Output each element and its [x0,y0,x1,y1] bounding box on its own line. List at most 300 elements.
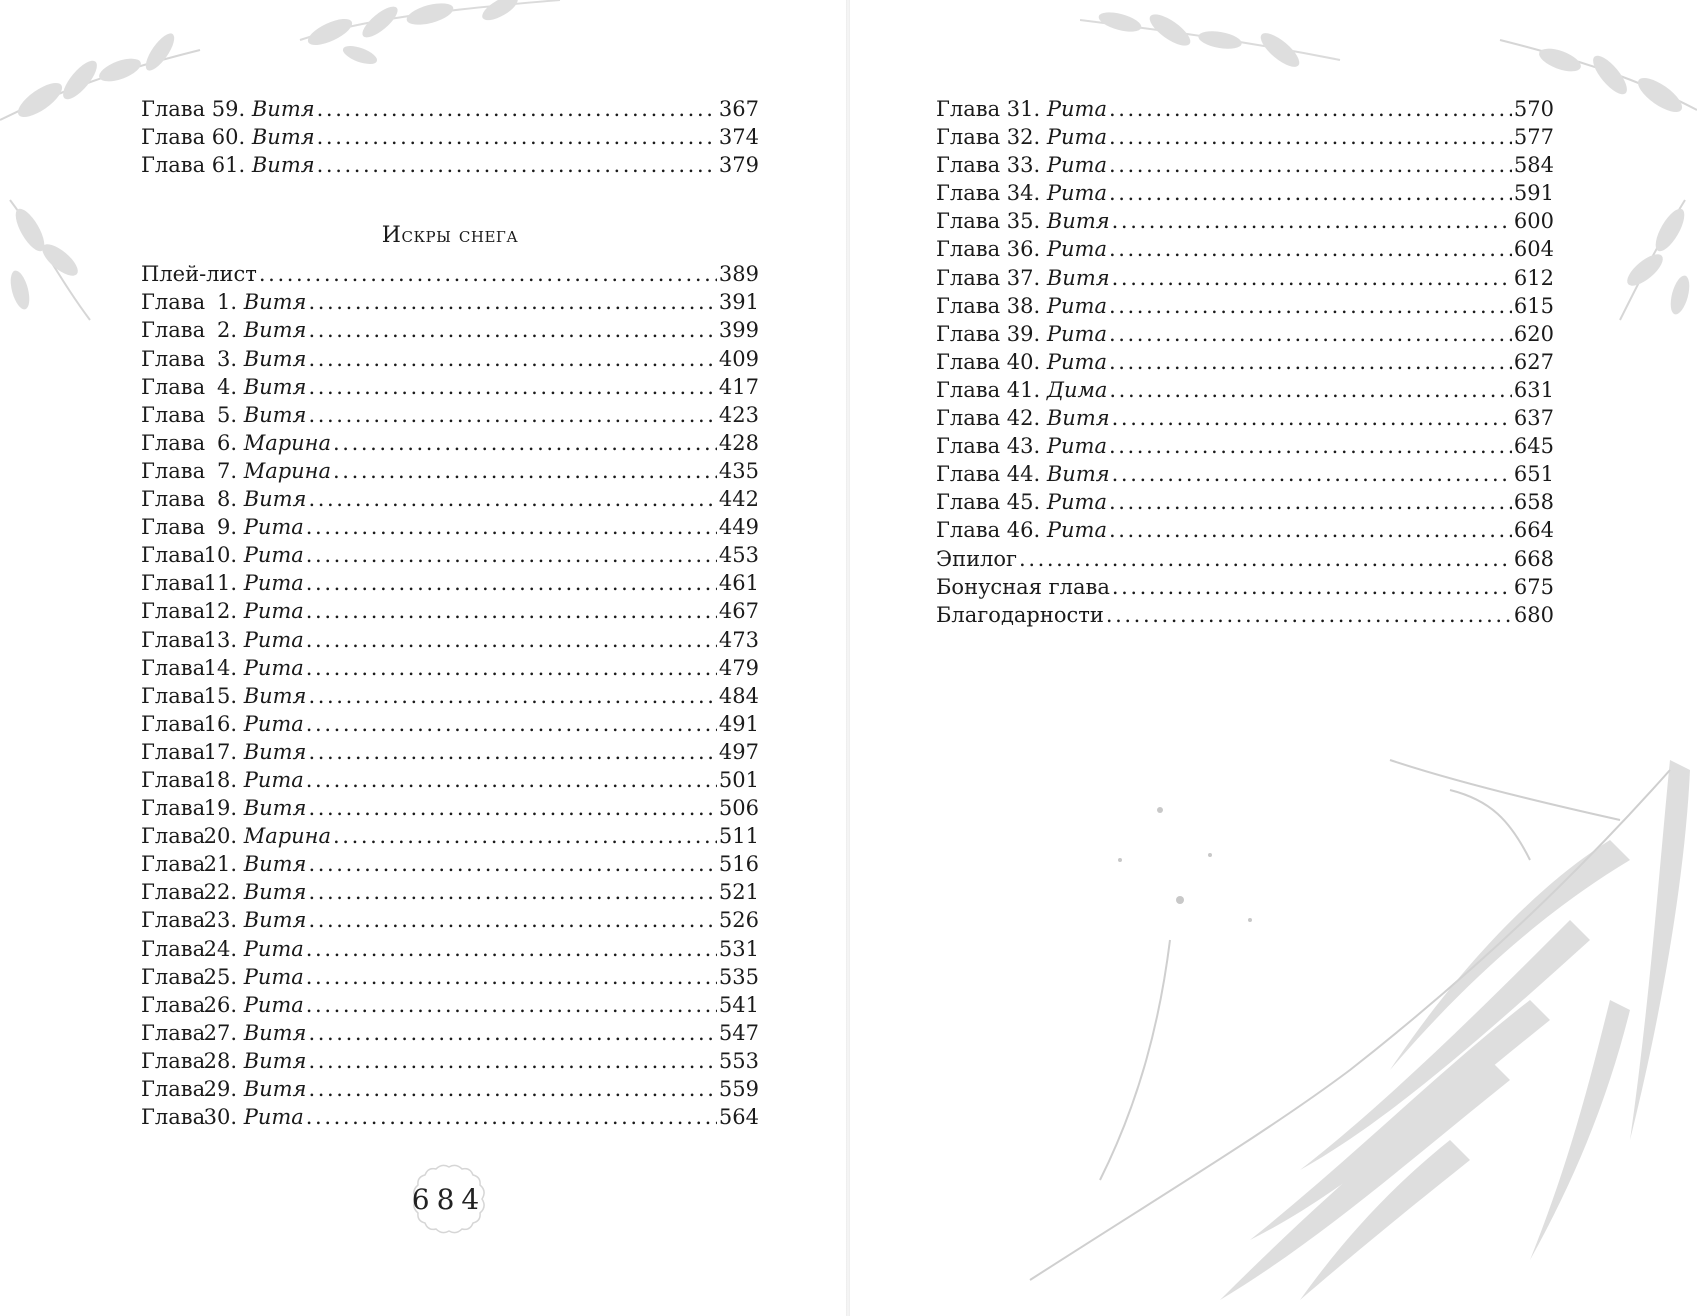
narrator-name: Витя [243,880,307,905]
dot-leader [1112,460,1512,488]
narrator-name: Витя [243,1048,307,1073]
narrator-name: Витя [1046,462,1110,487]
narrator-name: Рита [243,767,304,792]
chapter-number: 14. [203,655,237,680]
page-number: 591 [1513,181,1554,206]
toc-row[interactable] [936,235,1554,263]
chapter-label [141,541,237,569]
dot-leader [306,597,717,625]
page-number: 479 [718,655,759,680]
chapter-label: Глава 38. [936,293,1041,318]
chapter-label: Глава 45. [936,490,1041,515]
chapter-label [141,850,237,878]
chapter-word: Глава [141,824,206,849]
chapter-number: 1. [216,290,237,315]
narrator-name: Витя [243,346,307,371]
toc-row[interactable] [936,601,1554,629]
toc-row[interactable] [936,460,1554,488]
chapter-word: Глава [141,1020,206,1045]
toc-row[interactable] [936,573,1554,601]
chapter-label [141,1019,237,1047]
toc-row[interactable] [141,429,759,457]
dot-leader [306,710,717,738]
toc-row[interactable] [141,316,759,344]
toc-row[interactable] [141,654,759,682]
toc-row[interactable] [141,626,759,654]
page-number: 559 [718,1077,759,1101]
chapter-label [141,626,237,654]
narrator-name: Рита [243,992,304,1017]
chapter-number: 15. [203,683,237,708]
page-number: 600 [1513,209,1554,234]
page-number: 506 [718,796,759,821]
chapter-list [141,288,759,1131]
chapter-word: Глава [141,458,206,483]
extras-list [936,545,1554,629]
chapter-number: 22. [203,880,237,905]
chapter-label [141,738,237,766]
chapter-label: Глава 37. [936,265,1041,290]
chapter-word: Глава [141,655,206,680]
narrator-name: Рита [1046,97,1107,121]
chapter-number: 8. [216,487,237,512]
page-number: 577 [1513,125,1554,150]
narrator-name: Рита [1046,321,1107,346]
narrator-name: Витя [243,1077,307,1101]
toc-row[interactable] [141,95,759,123]
narrator-name: Рита [1046,434,1107,459]
toc-row[interactable] [936,376,1554,404]
narrator-name: Витя [243,852,307,877]
page-number: 399 [718,318,759,343]
toc-row[interactable] [141,569,759,597]
extra-label: Эпилог [936,546,1018,571]
dot-leader [1109,123,1512,151]
dot-leader [308,878,716,906]
narrator-name: Марина [243,430,332,455]
chapter-label: Глава 31. [936,97,1041,121]
chapter-number: 4. [216,374,237,399]
dot-leader [308,682,716,710]
toc-row[interactable] [936,151,1554,179]
chapter-label [141,935,237,963]
narrator-name: Рита [243,655,304,680]
page-number: 423 [718,402,759,427]
page-number: 564 [718,1105,759,1130]
page-number: 664 [1513,518,1554,543]
dot-leader [308,401,716,429]
page-number: 367 [718,97,759,121]
chapter-label [141,766,237,794]
toc-row[interactable] [141,123,759,151]
narrator-name: Рита [243,627,304,652]
narrator-name: Рита [243,515,304,540]
narrator-name: Витя [251,97,315,121]
chapter-label: Глава 41. [936,377,1041,402]
chapter-label: Глава 34. [936,181,1041,206]
toc-row[interactable] [936,264,1554,292]
toc-row[interactable] [141,151,759,179]
page-folio [408,1163,490,1235]
toc-row[interactable] [141,766,759,794]
toc-row[interactable] [141,373,759,401]
dot-leader [308,316,716,344]
narrator-name: Рита [1046,237,1107,262]
dot-leader [259,260,717,288]
page-number: 467 [718,599,759,624]
chapter-word: Глава [141,290,206,315]
page-number: 612 [1513,265,1554,290]
toc-row-playlist[interactable] [141,260,759,288]
chapter-number: 5. [216,402,237,427]
dot-leader [1112,264,1512,292]
dot-leader [306,991,717,1019]
toc-row[interactable] [936,179,1554,207]
narrator-name: Дима [1046,377,1108,402]
page-number: 547 [718,1020,759,1045]
toc-row[interactable] [141,794,759,822]
page-number: 417 [718,374,759,399]
toc-row[interactable] [141,682,759,710]
chapter-word: Глава [141,487,206,512]
chapter-word: Глава [141,599,206,624]
dot-leader [306,1103,717,1131]
chapter-number: 16. [203,711,237,736]
chapter-number: 19. [203,796,237,821]
chapter-label: Глава 61. [141,153,246,178]
page-number: 511 [718,824,759,849]
chapter-number: 25. [203,964,237,989]
page-number: 461 [718,571,759,596]
toc-row[interactable] [141,935,759,963]
toc-row[interactable] [936,320,1554,348]
chapter-label [141,1047,237,1075]
narrator-name: Витя [243,683,307,708]
dot-leader [1019,545,1512,573]
page-number: 428 [718,430,759,455]
chapter-word: Глава [141,936,206,961]
page-number: 435 [718,458,759,483]
dot-leader [1109,376,1512,404]
chapter-label: Глава 36. [936,237,1041,262]
page-number: 541 [718,992,759,1017]
narrator-name: Марина [243,458,332,483]
narrator-name: Витя [1046,265,1110,290]
dot-leader [333,429,717,457]
chapter-label: Глава 35. [936,209,1041,234]
chapter-label [141,710,237,738]
dot-leader [306,963,717,991]
toc-row[interactable] [141,401,759,429]
toc-row[interactable] [141,457,759,485]
dot-leader [333,457,717,485]
toc-row[interactable] [141,513,759,541]
chapter-label [141,963,237,991]
chapter-number: 24. [203,936,237,961]
page-number: 680 [1513,602,1554,627]
dot-leader [1112,404,1512,432]
chapter-word: Глава [141,683,206,708]
page-number: 658 [1513,490,1554,515]
chapter-label [141,513,237,541]
chapter-label: Глава 46. [936,518,1041,543]
toc-row[interactable] [141,597,759,625]
chapter-number: 13. [203,627,237,652]
chapter-word: Глава [141,571,206,596]
page-number: 391 [718,290,759,315]
toc-row[interactable] [141,710,759,738]
narrator-name: Витя [251,125,315,150]
narrator-name: Витя [243,290,307,315]
chapter-number: 26. [203,992,237,1017]
dot-leader [1109,516,1512,544]
page-number: 675 [1513,574,1554,599]
page-number: 604 [1513,237,1554,262]
chapter-word: Глава [141,767,206,792]
dot-leader [308,738,716,766]
chapter-word: Глава [141,627,206,652]
chapter-label [141,991,237,1019]
chapter-label [141,654,237,682]
chapter-word: Глава [141,711,206,736]
chapter-label: Глава 32. [936,125,1041,150]
narrator-name: Рита [243,711,304,736]
toc-row[interactable] [141,1103,759,1131]
chapter-label [141,906,237,934]
chapter-number: 21. [203,852,237,877]
dot-leader [1109,151,1512,179]
page-number: 484 [718,683,759,708]
narrator-name: Рита [1046,153,1107,178]
chapter-label [141,485,237,513]
narrator-name: Рита [1046,181,1107,206]
chapter-label [141,1075,237,1103]
page-number: 627 [1513,349,1554,374]
chapter-label [141,457,237,485]
extra-label: Бонусная глава [936,574,1110,599]
toc-row[interactable] [936,348,1554,376]
chapter-word: Глава [141,796,206,821]
narrator-name: Витя [243,1020,307,1045]
toc-row[interactable] [936,516,1554,544]
narrator-name: Витя [243,908,307,933]
chapter-number: 9. [216,515,237,540]
narrator-name: Витя [243,796,307,821]
chapter-label [141,288,237,316]
page-number: 516 [718,852,759,877]
dot-leader [317,151,717,179]
chapter-number: 28. [203,1048,237,1073]
toc-row[interactable] [141,1019,759,1047]
dot-leader [308,794,716,822]
chapter-label: Глава 42. [936,406,1041,431]
page-number: 531 [718,936,759,961]
page-number: 449 [718,515,759,540]
narrator-name: Рита [1046,518,1107,543]
chapter-label: Глава 44. [936,462,1041,487]
chapter-label: Глава 59. [141,97,246,121]
chapter-label [141,345,237,373]
chapter-label [141,822,237,850]
page-number: 453 [718,543,759,568]
toc-row[interactable] [936,123,1554,151]
toc-row[interactable] [936,404,1554,432]
dot-leader [308,373,716,401]
chapter-number: 27. [203,1020,237,1045]
page-number: 497 [718,739,759,764]
dot-leader [1109,95,1512,123]
page-number: 379 [718,153,759,178]
page-number: 491 [718,711,759,736]
chapter-number: 12. [203,599,237,624]
toc-row[interactable] [141,288,759,316]
dot-leader [308,1047,716,1075]
table-of-contents-left [141,95,759,1131]
dot-leader [308,850,716,878]
chapter-label [141,682,237,710]
chapter-word: Глава [141,430,206,455]
dot-leader [308,485,716,513]
toc-row[interactable] [936,545,1554,573]
table-of-contents-right [936,95,1554,629]
narrator-name: Витя [1046,209,1110,234]
chapter-word: Глава [141,402,206,427]
extra-label: Благодарности [936,602,1104,627]
toc-row[interactable] [141,906,759,934]
toc-row[interactable] [141,878,759,906]
chapter-word: Глава [141,543,206,568]
narrator-name: Витя [1046,406,1110,431]
toc-row[interactable] [141,1047,759,1075]
page-number: 409 [718,346,759,371]
chapter-label [141,401,237,429]
narrator-name: Рита [1046,349,1107,374]
dot-leader [1109,179,1512,207]
dot-leader [306,654,717,682]
chapter-number: 11. [203,571,237,596]
chapter-word: Глава [141,852,206,877]
playlist-label: Плей-лист [141,262,257,287]
page-number: 442 [718,487,759,512]
dot-leader [1109,320,1512,348]
toc-row[interactable] [141,345,759,373]
dot-leader [308,906,716,934]
chapter-number: 18. [203,767,237,792]
chapter-label [141,878,237,906]
toc-row[interactable] [141,1075,759,1103]
chapter-word: Глава [141,515,206,540]
chapter-label [141,316,237,344]
narrator-name: Рита [243,543,304,568]
page-number: 637 [1513,406,1554,431]
chapter-word: Глава [141,908,206,933]
chapter-word: Глава [141,992,206,1017]
narrator-name: Рита [243,599,304,624]
chapter-number: 10. [203,543,237,568]
narrator-name: Марина [243,824,332,849]
narrator-name: Витя [243,487,307,512]
toc-row[interactable] [141,850,759,878]
narrator-name: Рита [1046,125,1107,150]
fern-ornament-bottom-right-icon [970,740,1697,1316]
chapter-word: Глава [141,1077,206,1101]
dot-leader [308,345,716,373]
chapter-label [141,597,237,625]
narrator-name: Рита [243,571,304,596]
toc-row[interactable] [936,95,1554,123]
page-number: 374 [718,125,759,150]
toc-row[interactable] [936,488,1554,516]
dot-leader [1109,348,1512,376]
chapter-label: Глава 40. [936,349,1041,374]
dot-leader [306,626,717,654]
chapter-number: 20. [203,824,237,849]
dot-leader [333,822,717,850]
narrator-name: Витя [243,374,307,399]
chapter-word: Глава [141,1048,206,1073]
page-number: 501 [718,767,759,792]
chapter-word: Глава [141,1105,206,1130]
narrator-name: Рита [243,1105,304,1130]
chapter-label [141,1103,237,1131]
toc-row[interactable] [936,207,1554,235]
dot-leader [308,288,716,316]
chapter-number: 29. [203,1077,237,1101]
chapter-label: Глава 60. [141,125,246,150]
chapter-word: Глава [141,374,206,399]
page-number: 570 [1513,97,1554,121]
narrator-name: Рита [243,964,304,989]
page-number: 668 [1513,546,1554,571]
dot-leader [1109,292,1512,320]
toc-row[interactable] [141,963,759,991]
dot-leader [317,123,717,151]
left-page [0,0,846,1316]
chapter-label: Глава 39. [936,321,1041,346]
dot-leader [306,541,717,569]
toc-row[interactable] [141,541,759,569]
dot-leader [1109,432,1512,460]
narrator-name: Рита [1046,293,1107,318]
toc-row[interactable] [936,432,1554,460]
toc-row[interactable] [141,485,759,513]
dot-leader [306,766,717,794]
right-page [850,0,1697,1316]
narrator-name: Витя [251,153,315,178]
page-number: 526 [718,908,759,933]
page-number: 620 [1513,321,1554,346]
chapter-number: 7. [216,458,237,483]
toc-row[interactable] [141,822,759,850]
chapter-word: Глава [141,880,206,905]
dot-leader [1112,207,1512,235]
chapter-label: Глава 33. [936,153,1041,178]
toc-row[interactable] [141,738,759,766]
dot-leader [306,935,717,963]
chapter-label [141,794,237,822]
dot-leader [1109,235,1512,263]
narrator-name: Витя [243,739,307,764]
chapter-number: 30. [203,1105,237,1130]
chapter-number: 2. [216,318,237,343]
folio-number: 684 [411,1182,487,1216]
page-number: 535 [718,964,759,989]
toc-row[interactable] [141,991,759,1019]
page-number: 473 [718,627,759,652]
toc-row[interactable] [936,292,1554,320]
chapter-word: Глава [141,318,206,343]
narrator-name: Рита [243,936,304,961]
